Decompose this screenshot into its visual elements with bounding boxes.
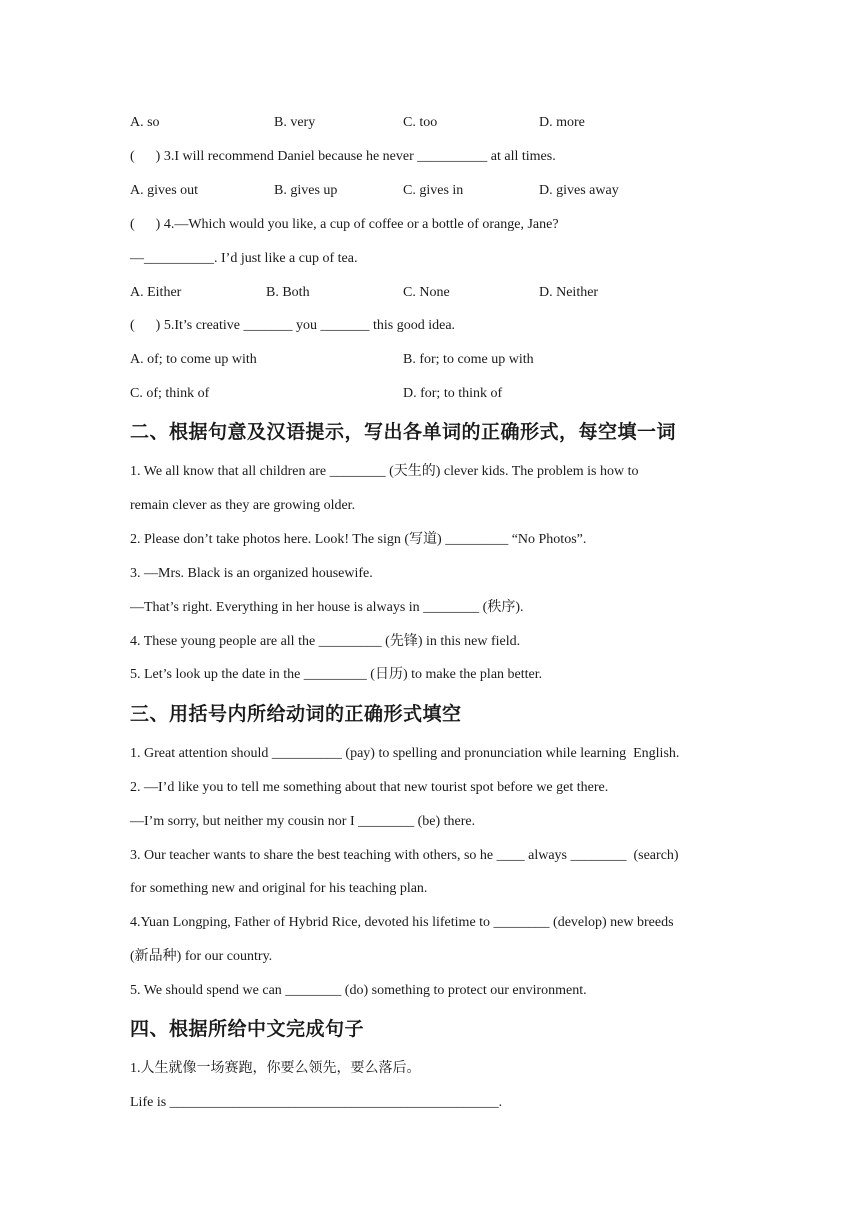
q3-option-d: D. gives away bbox=[539, 183, 619, 198]
q3-option-a: A. gives out bbox=[130, 183, 199, 198]
q2-option-d: D. more bbox=[539, 115, 585, 130]
section-2-line: 2. Please don’t take photos here. Look! The sign (写道) _________ “No Photos”. bbox=[130, 532, 587, 547]
section-2-line: —That’s right. Everything in her house is always in ________ (秩序). bbox=[130, 600, 524, 615]
section-2-line: remain clever as they are growing older. bbox=[130, 498, 356, 513]
section-2-line: 1. We all know that all children are ________ (天生的) clever kids. The problem is how to bbox=[130, 464, 639, 479]
section-3-line: 3. Our teacher wants to share the best teaching with others, so he ____ always ________ (search) bbox=[130, 848, 679, 863]
section-3-heading: 三、用括号内所给动词的正确形式填空 bbox=[130, 703, 462, 725]
q4-option-b: B. Both bbox=[266, 285, 310, 300]
section-3-line: —I’m sorry, but neither my cousin nor I ________ (be) there. bbox=[130, 814, 476, 829]
section-2-heading: 二、根据句意及汉语提示，写出各单词的正确形式，每空填一词 bbox=[130, 421, 677, 443]
question-4: ( ) 4.—Which would you like, a cup of coffee or a bottle of orange, Jane? bbox=[130, 217, 559, 232]
q2-option-c: C. too bbox=[403, 115, 438, 130]
q3-option-c: C. gives in bbox=[403, 183, 464, 198]
q2-option-a: A. so bbox=[130, 115, 160, 130]
q4-option-c: C. None bbox=[403, 285, 450, 300]
question-5: ( ) 5.It’s creative _______ you _______ this good idea. bbox=[130, 318, 456, 333]
q4-option-a: A. Either bbox=[130, 285, 182, 300]
question-3: ( ) 3.I will recommend Daniel because he never __________ at all times. bbox=[130, 149, 556, 164]
section-3-line: 4.Yuan Longping, Father of Hybrid Rice, devoted his lifetime to ________ (develop) new breeds bbox=[130, 915, 674, 930]
section-3-line: 1. Great attention should __________ (pay) to spelling and pronunciation while learning English. bbox=[130, 746, 680, 761]
section-4-line: 1.人生就像一场赛跑，你要么领先，要么落后。 bbox=[130, 1061, 421, 1076]
q5-option-d: D. for; to think of bbox=[403, 386, 503, 401]
section-4-heading: 四、根据所给中文完成句子 bbox=[130, 1018, 365, 1040]
q3-option-b: B. gives up bbox=[274, 183, 338, 198]
q5-option-c: C. of; think of bbox=[130, 386, 210, 401]
section-2-line: 5. Let’s look up the date in the _________ (日历) to make the plan better. bbox=[130, 667, 543, 682]
section-2-line: 3. —Mrs. Black is an organized housewife. bbox=[130, 566, 373, 581]
q4-option-d: D. Neither bbox=[539, 285, 599, 300]
section-3-line: 5. We should spend we can ________ (do) something to protect our environment. bbox=[130, 983, 587, 998]
section-3-line: for something new and original for his teaching plan. bbox=[130, 881, 428, 896]
q5-option-a: A. of; to come up with bbox=[130, 352, 257, 367]
q2-option-b: B. very bbox=[274, 115, 316, 130]
section-2-line: 4. These young people are all the _________ (先锋) in this new field. bbox=[130, 634, 521, 649]
question-4-reply: —__________. I’d just like a cup of tea. bbox=[130, 251, 358, 266]
section-3-line: (新品种) for our country. bbox=[130, 949, 273, 964]
q5-option-b: B. for; to come up with bbox=[403, 352, 534, 367]
section-3-line: 2. —I’d like you to tell me something about that new tourist spot before we get there. bbox=[130, 780, 609, 795]
section-4-line: Life is _______________________________________________. bbox=[130, 1095, 503, 1110]
